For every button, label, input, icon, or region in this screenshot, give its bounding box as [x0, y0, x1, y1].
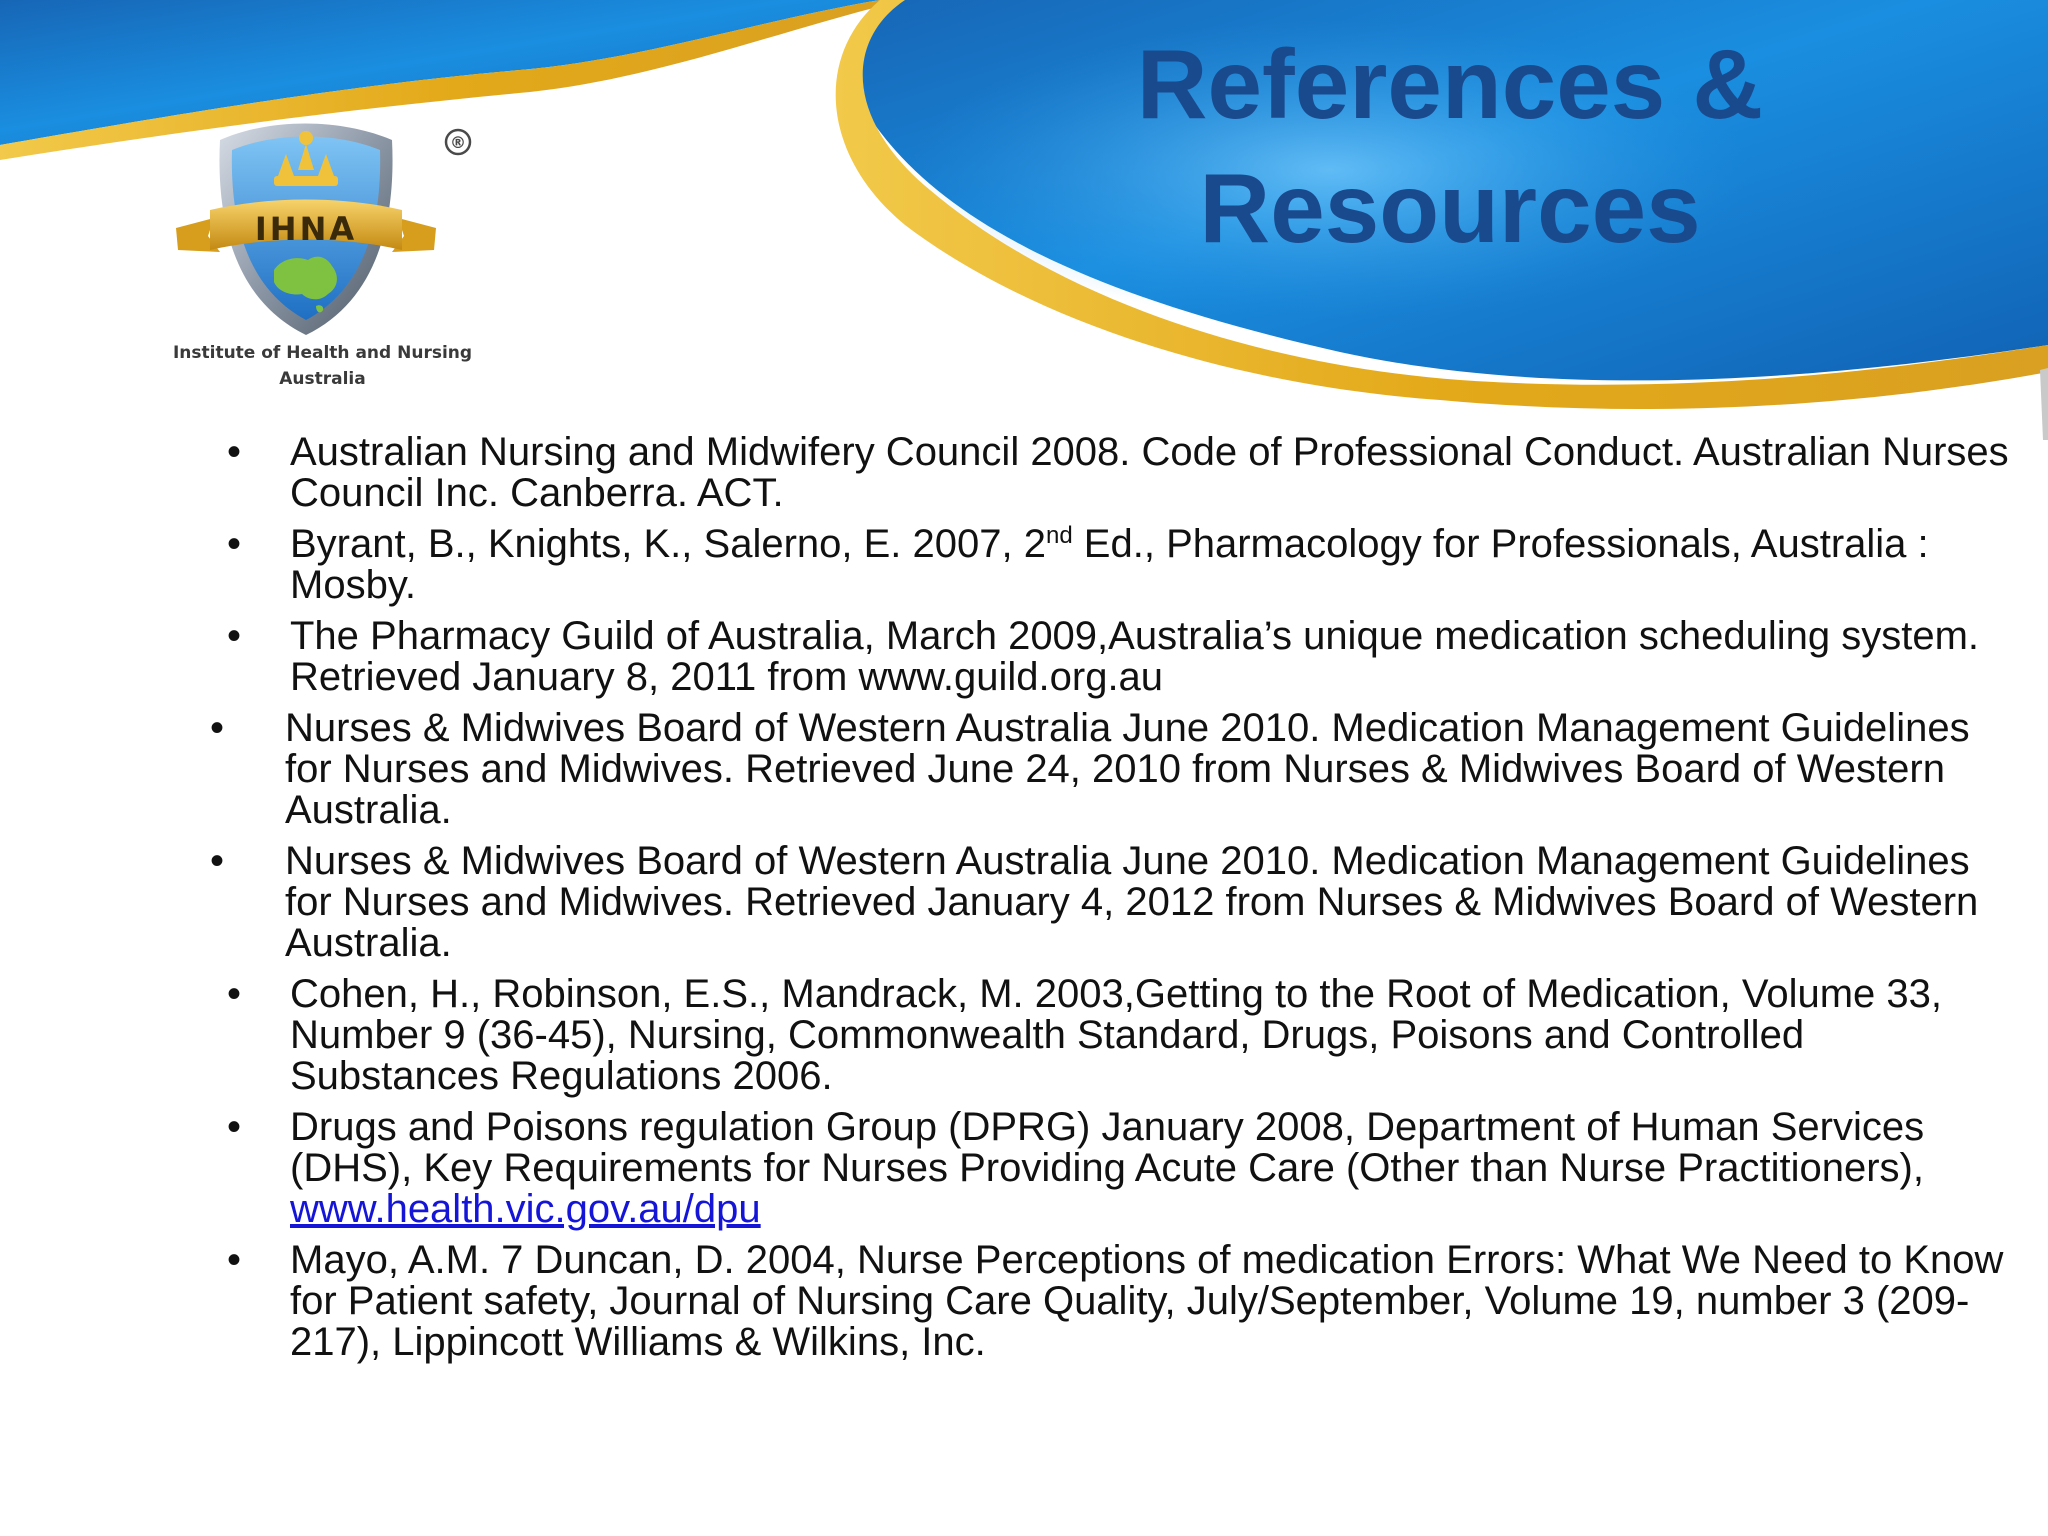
- bullet-icon: •: [227, 972, 242, 1016]
- bullet-icon: •: [227, 1105, 242, 1149]
- reference-item: [0, 974, 2048, 1097]
- reference-text-pre: Byrant, B., Knights, K., Salerno, E. 2007, 2: [290, 522, 1046, 566]
- reference-item: [0, 524, 2048, 606]
- ordinal-superscript: nd: [1045, 522, 1073, 549]
- bullet-icon: •: [210, 839, 225, 883]
- reference-item: [0, 841, 2048, 964]
- title-line-2: Resources: [1199, 153, 1701, 263]
- institution-name: [150, 340, 495, 392]
- slide-title: [1080, 22, 1820, 270]
- reference-text-post: Ed., Pharmacology for Professionals, Australia : Mosby.: [290, 522, 1929, 607]
- bullet-icon: •: [210, 706, 225, 750]
- reference-text: The Pharmacy Guild of Australia, March 2009,Australia’s unique medication scheduling system. Retrieved January 8, 2011 from www.guild.org.au: [290, 614, 1980, 699]
- reference-item: [0, 1107, 2048, 1230]
- bullet-icon: •: [227, 430, 242, 474]
- reference-item: [0, 616, 2048, 698]
- reference-text: Nurses & Midwives Board of Western Australia June 2010. Medication Management Guidelines for Nurses and Midwives. Retrieved January 4, 2012 from Nurses & Midwives Board of Western Australia.: [285, 839, 1979, 965]
- reference-list: [0, 432, 2048, 1373]
- reference-text: Mayo, A.M. 7 Duncan, D. 2004, Nurse Perceptions of medication Errors: What We Need to Know for Patient safety, Journal of Nursing Care Quality, July/September, Volume 19, number 3 (209-217), Lippincott Williams & Wilkins, Inc.: [290, 1238, 2004, 1364]
- bullet-icon: •: [227, 522, 242, 566]
- reference-item: [0, 432, 2048, 514]
- health-vic-link[interactable]: www.health.vic.gov.au/dpu: [290, 1187, 761, 1231]
- institution-line-1: Institute of Health and Nursing: [172, 343, 473, 363]
- reference-text: [290, 1107, 2010, 1230]
- reference-item: [0, 1240, 2048, 1363]
- reference-text: [290, 524, 2010, 606]
- reference-text-pre: Drugs and Poisons regulation Group (DPRG) January 2008, Department of Human Services (DHS), Key Requirements for Nurses Providing Acute Care (Other than Nurse Practitioners),: [290, 1105, 1925, 1190]
- institution-line-2: Australia: [279, 369, 366, 389]
- logo-badge-text: IHNA: [254, 210, 358, 248]
- title-line-1: References &: [1136, 29, 1764, 139]
- reference-item: [0, 708, 2048, 831]
- bullet-icon: •: [227, 1238, 242, 1282]
- registered-mark: ®: [450, 133, 466, 152]
- reference-text: Nurses & Midwives Board of Western Australia June 2010. Medication Management Guidelines for Nurses and Midwives. Retrieved June 24, 2010 from Nurses & Midwives Board of Western Australia.: [285, 706, 1970, 832]
- bullet-icon: •: [227, 614, 242, 658]
- reference-text: Australian Nursing and Midwifery Council 2008. Code of Professional Conduct. Australian Nurses Council Inc. Canberra. ACT.: [290, 430, 2009, 515]
- reference-text: Cohen, H., Robinson, E.S., Mandrack, M. 2003,Getting to the Root of Medication, Volume 33, Number 9 (36-45), Nursing, Commonwealth Standard, Drugs, Poisons and Controlled Substances Regulations 2006.: [290, 972, 1943, 1098]
